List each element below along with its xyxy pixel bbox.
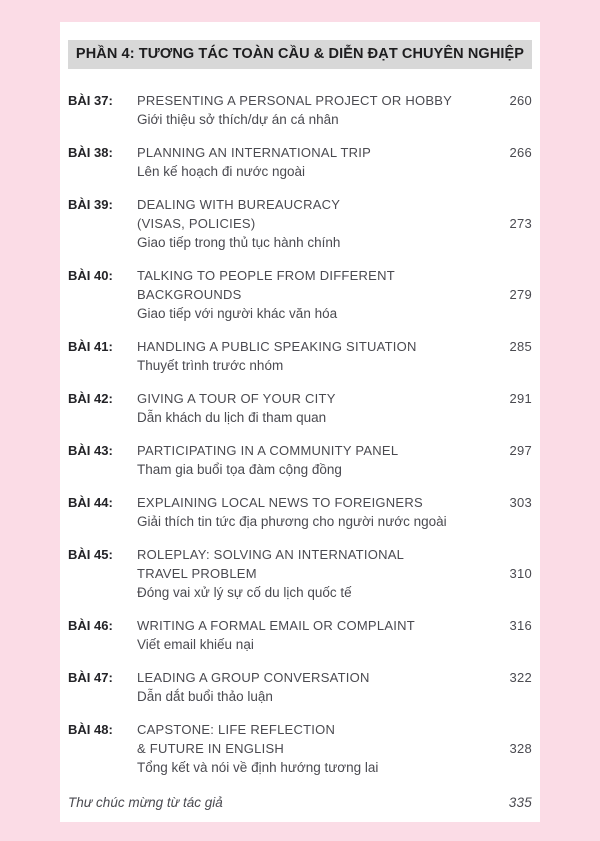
lesson-title-text: (VISAS, POLICIES) (137, 216, 256, 231)
lesson-title-line (137, 616, 532, 635)
lesson-title-text: BACKGROUNDS (137, 287, 242, 302)
part-header: PHẦN 4: TƯƠNG TÁC TOÀN CẦU & DIỄN ĐẠT CHUYÊN NGHIỆP (68, 40, 532, 69)
lesson-label: BÀI 41: (68, 339, 113, 354)
lesson-title-line (137, 739, 532, 758)
toc-entry (68, 337, 532, 375)
lesson-title-text: & FUTURE IN ENGLISH (137, 741, 285, 756)
lesson-title-line (137, 545, 532, 564)
lesson-subtitle: Giao tiếp với người khác văn hóa (137, 306, 338, 321)
toc-entry (68, 143, 532, 181)
lesson-title-line (137, 337, 532, 356)
entry-content (137, 720, 532, 777)
toc-entry (68, 91, 532, 129)
lesson-page-number: 322 (509, 670, 532, 685)
lesson-page-number: 328 (509, 741, 532, 756)
footer-label: Thư chúc mừng từ tác giả (68, 795, 223, 810)
lesson-label: BÀI 38: (68, 145, 113, 160)
lesson-title-text: EXPLAINING LOCAL NEWS TO FOREIGNERS (137, 495, 423, 510)
entry-content (137, 337, 532, 375)
lesson-title-text: LEADING A GROUP CONVERSATION (137, 670, 370, 685)
lesson-label: BÀI 46: (68, 618, 113, 633)
lesson-title-text: GIVING A TOUR OF YOUR CITY (137, 391, 336, 406)
lesson-subtitle: Dẫn khách du lịch đi tham quan (137, 410, 327, 425)
entry-content (137, 266, 532, 323)
lesson-page-number: 266 (509, 145, 532, 160)
lesson-subtitle: Dẫn dắt buổi thảo luận (137, 689, 273, 704)
toc-entry (68, 389, 532, 427)
lesson-title-line (137, 143, 532, 162)
lesson-title-text: PARTICIPATING IN A COMMUNITY PANEL (137, 443, 399, 458)
lesson-title-line (137, 285, 532, 304)
lesson-title-text: PRESENTING A PERSONAL PROJECT OR HOBBY (137, 93, 453, 108)
lesson-subtitle: Đóng vai xử lý sự cố du lịch quốc tế (137, 585, 352, 600)
entry-content (137, 91, 532, 129)
lesson-title-text: PLANNING AN INTERNATIONAL TRIP (137, 145, 372, 160)
lesson-title-text: CAPSTONE: LIFE REFLECTION (137, 722, 336, 737)
toc-entry (68, 668, 532, 706)
lesson-page-number: 291 (509, 391, 532, 406)
toc-page-card (60, 22, 540, 822)
lesson-subtitle: Thuyết trình trước nhóm (137, 358, 284, 373)
lesson-title-line (137, 195, 532, 214)
lesson-title-line (137, 564, 532, 583)
lesson-subtitle: Lên kế hoạch đi nước ngoài (137, 164, 306, 179)
lesson-subtitle: Viết email khiếu nại (137, 637, 254, 652)
lesson-page-number: 310 (509, 566, 532, 581)
lesson-label: BÀI 43: (68, 443, 113, 458)
lesson-label: BÀI 42: (68, 391, 113, 406)
lesson-label: BÀI 45: (68, 547, 113, 562)
lesson-title-line (137, 214, 532, 233)
lesson-title-text: ROLEPLAY: SOLVING AN INTERNATIONAL (137, 547, 405, 562)
toc-entry (68, 616, 532, 654)
lesson-page-number: 273 (509, 216, 532, 231)
lesson-subtitle: Tổng kết và nói về định hướng tương lai (137, 760, 379, 775)
lesson-page-number: 285 (509, 339, 532, 354)
lesson-page-number: 297 (509, 443, 532, 458)
lesson-title-line (137, 266, 532, 285)
footer-page-number: 335 (508, 795, 532, 810)
lesson-title-line (137, 720, 532, 739)
toc-entry (68, 720, 532, 777)
lesson-label: BÀI 40: (68, 268, 113, 283)
lesson-subtitle: Giao tiếp trong thủ tục hành chính (137, 235, 341, 250)
toc-entry (68, 441, 532, 479)
lesson-title-text: DEALING WITH BUREAUCRACY (137, 197, 341, 212)
lesson-label: BÀI 39: (68, 197, 113, 212)
lesson-subtitle: Giới thiệu sở thích/dự án cá nhân (137, 112, 339, 127)
toc-entry (68, 266, 532, 323)
lesson-title-text: TALKING TO PEOPLE FROM DIFFERENT (137, 268, 395, 283)
lesson-page-number: 279 (509, 287, 532, 302)
entry-content (137, 143, 532, 181)
entry-content (137, 493, 532, 531)
lesson-title-line (137, 389, 532, 408)
toc-entry (68, 195, 532, 252)
lesson-label: BÀI 37: (68, 93, 113, 108)
lesson-label: BÀI 44: (68, 495, 113, 510)
entry-content (137, 545, 532, 602)
entry-content (137, 616, 532, 654)
entry-content (137, 195, 532, 252)
lesson-title-text: TRAVEL PROBLEM (137, 566, 257, 581)
toc-entry (68, 493, 532, 531)
lesson-title-text: WRITING A FORMAL EMAIL OR COMPLAINT (137, 618, 415, 633)
toc-entry (68, 545, 532, 602)
lesson-title-line (137, 91, 532, 110)
entry-content (137, 668, 532, 706)
lesson-title-line (137, 441, 532, 460)
lesson-page-number: 303 (509, 495, 532, 510)
lesson-title-text: HANDLING A PUBLIC SPEAKING SITUATION (137, 339, 417, 354)
lesson-label: BÀI 48: (68, 722, 113, 737)
toc-footer-row (68, 793, 532, 812)
lesson-label: BÀI 47: (68, 670, 113, 685)
lesson-subtitle: Tham gia buổi tọa đàm cộng đồng (137, 462, 342, 477)
lesson-title-line (137, 668, 532, 687)
entry-content (137, 441, 532, 479)
lesson-subtitle: Giải thích tin tức địa phương cho người nước ngoài (137, 514, 447, 529)
toc-list (68, 91, 532, 812)
lesson-title-line (137, 493, 532, 512)
entry-content (137, 389, 532, 427)
lesson-page-number: 316 (509, 618, 532, 633)
lesson-page-number: 260 (509, 93, 532, 108)
